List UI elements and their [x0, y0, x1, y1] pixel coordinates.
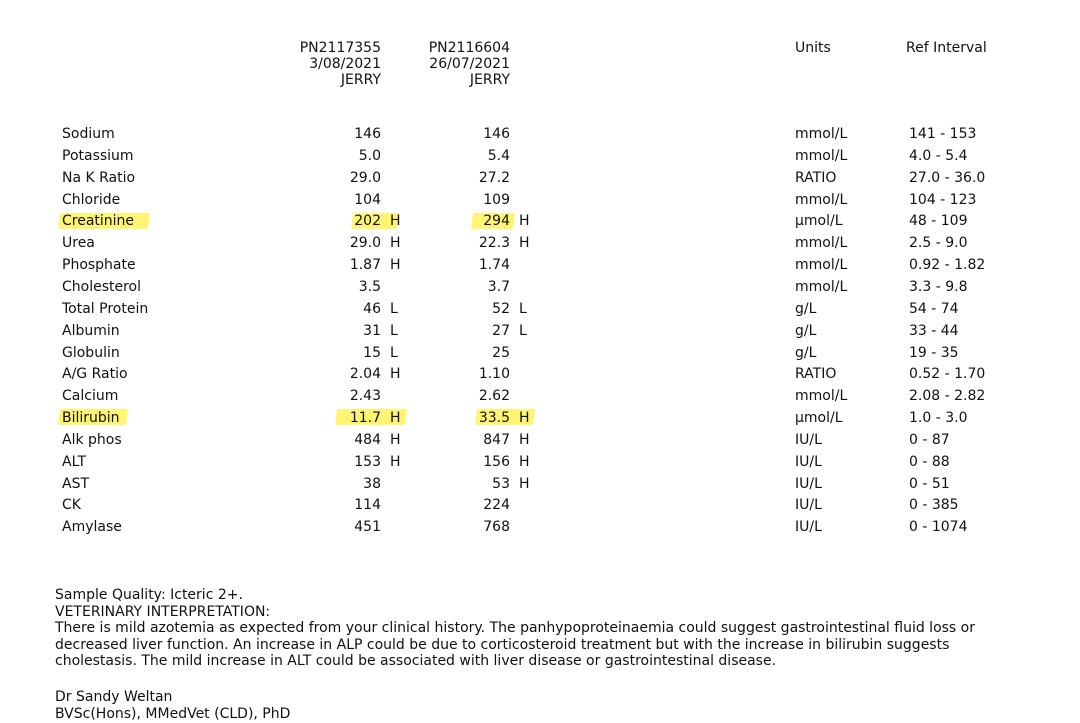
reference-interval: 1.0 - 3.0	[909, 410, 968, 427]
result-value-sample-1: 3.5	[358, 278, 381, 295]
flag-sample-2: H	[519, 431, 530, 448]
interpretation-line: decreased liver function. An increase in ALP could be due to corticosteroid treatment but with the increase in bilirubin suggests	[55, 636, 950, 653]
analyte-name: Sodium	[62, 126, 115, 142]
result-value-sample-1: 153	[354, 453, 381, 470]
analyte-name: Chloride	[62, 191, 121, 208]
analyte-name: Cholesterol	[62, 278, 142, 295]
table-row	[0, 147, 1080, 169]
reference-interval: 0.92 - 1.82	[909, 257, 986, 274]
result-value-sample-2: 22.3	[478, 235, 510, 252]
result-value-sample-2: 33.5	[478, 410, 510, 427]
result-value-sample-2: 3.7	[487, 278, 510, 295]
unit: g/L	[795, 344, 817, 361]
result-value-sample-1: 29.0	[349, 235, 381, 252]
unit: IU/L	[795, 475, 822, 492]
unit: mmol/L	[795, 388, 848, 405]
unit: mmol/L	[795, 235, 848, 252]
table-row	[0, 409, 1080, 431]
result-value-sample-1: 104	[354, 191, 381, 208]
analyte-name: Potassium	[62, 147, 134, 164]
table-row	[0, 191, 1080, 213]
unit: µmol/L	[795, 410, 843, 427]
result-value-sample-1: 202	[354, 213, 381, 230]
result-value-sample-2: 27	[492, 322, 510, 339]
result-value-sample-1: 451	[354, 519, 381, 536]
flag-sample-1: H	[390, 453, 401, 470]
signer-credentials: BVSc(Hons), MMedVet (CLD), PhD	[55, 705, 291, 722]
unit: mmol/L	[795, 126, 848, 142]
result-value-sample-2: 294	[483, 213, 510, 230]
signer-name: Dr Sandy Weltan	[55, 689, 173, 705]
column-header-sample-1	[251, 40, 381, 88]
reference-interval: 2.5 - 9.0	[909, 235, 968, 252]
analyte-name: Calcium	[62, 388, 119, 405]
unit: RATIO	[795, 169, 837, 186]
flag-sample-2: H	[519, 453, 530, 470]
flag-sample-1: H	[390, 431, 401, 448]
table-row	[0, 169, 1080, 191]
analyte-name: Total Protein	[62, 300, 149, 317]
table-row	[0, 300, 1080, 322]
result-value-sample-1: 484	[354, 431, 381, 448]
interpretation-line: cholestasis. The mild increase in ALT could be associated with liver disease or gastrointestinal disease.	[55, 653, 777, 669]
result-value-sample-2: 1.10	[478, 366, 510, 383]
interpretation-line: There is mild azotemia as expected from your clinical history. The panhypoproteinaemia could suggest gastrointestinal fluid loss or	[55, 620, 976, 636]
reference-interval: 0 - 385	[909, 497, 959, 514]
flag-sample-2: L	[519, 322, 527, 339]
result-value-sample-1: 38	[363, 475, 381, 492]
result-value-sample-2: 224	[483, 497, 510, 514]
table-row	[0, 387, 1080, 409]
reference-interval: 54 - 74	[909, 300, 959, 317]
unit: RATIO	[795, 366, 837, 383]
result-value-sample-1: 11.7	[349, 410, 381, 427]
table-row	[0, 125, 1080, 147]
analyte-name: Urea	[62, 235, 95, 252]
result-value-sample-1: 114	[354, 497, 381, 514]
result-value-sample-2: 847	[483, 431, 510, 448]
sample-quality: Sample Quality: Icteric 2+.	[55, 587, 243, 603]
unit: IU/L	[795, 431, 822, 448]
analyte-name: CK	[62, 497, 81, 514]
table-row	[0, 453, 1080, 475]
flag-sample-1: L	[390, 322, 398, 339]
analyte-name: Alk phos	[62, 431, 122, 448]
sample-id: PN2117355	[299, 40, 381, 56]
reference-interval: 0 - 88	[909, 453, 950, 470]
flag-sample-2: H	[519, 475, 530, 492]
result-value-sample-2: 109	[483, 191, 510, 208]
result-value-sample-2: 146	[483, 126, 510, 142]
sample-id: PN2116604	[428, 40, 510, 56]
reference-interval: 0 - 51	[909, 475, 950, 492]
result-value-sample-2: 52	[492, 300, 510, 317]
unit: mmol/L	[795, 257, 848, 274]
analyte-name: Bilirubin	[62, 410, 120, 427]
reference-interval: 0 - 1074	[909, 519, 968, 536]
table-row	[0, 212, 1080, 234]
result-value-sample-2: 25	[492, 344, 510, 361]
reference-interval: 27.0 - 36.0	[909, 169, 986, 186]
flag-sample-1: L	[390, 344, 398, 361]
analyte-name: Creatinine	[62, 213, 135, 230]
ref-interval-header: Ref Interval	[906, 40, 987, 56]
flag-sample-2: H	[519, 235, 530, 252]
result-value-sample-1: 29.0	[349, 169, 381, 186]
sample-date: 26/07/2021	[429, 56, 510, 72]
unit: mmol/L	[795, 191, 848, 208]
result-value-sample-1: 146	[354, 126, 381, 142]
unit: IU/L	[795, 519, 822, 536]
result-value-sample-2: 156	[483, 453, 510, 470]
flag-sample-1: H	[390, 366, 401, 383]
result-value-sample-2: 5.4	[487, 147, 510, 164]
table-row	[0, 431, 1080, 453]
flag-sample-1: H	[390, 213, 401, 230]
table-row	[0, 496, 1080, 518]
unit: IU/L	[795, 497, 822, 514]
result-value-sample-2: 1.74	[478, 257, 510, 274]
analyte-name: Albumin	[62, 322, 120, 339]
table-row	[0, 256, 1080, 278]
result-value-sample-2: 2.62	[478, 388, 510, 405]
flag-sample-1: H	[390, 235, 401, 252]
analyte-name: Phosphate	[62, 257, 136, 274]
reference-interval: 19 - 35	[909, 344, 959, 361]
reference-interval: 4.0 - 5.4	[909, 147, 968, 164]
reference-interval: 2.08 - 2.82	[909, 388, 986, 405]
unit: mmol/L	[795, 278, 848, 295]
result-value-sample-1: 5.0	[358, 147, 381, 164]
interpretation-heading: VETERINARY INTERPRETATION:	[55, 603, 271, 620]
table-row	[0, 322, 1080, 344]
column-header-sample-2	[380, 40, 510, 88]
flag-sample-1: L	[390, 300, 398, 317]
unit: g/L	[795, 300, 817, 317]
table-row	[0, 365, 1080, 387]
unit: mmol/L	[795, 147, 848, 164]
flag-sample-2: H	[519, 213, 530, 230]
result-value-sample-2: 768	[483, 519, 510, 536]
unit: IU/L	[795, 453, 822, 470]
reference-interval: 48 - 109	[909, 213, 968, 230]
unit: g/L	[795, 322, 817, 339]
reference-interval: 0.52 - 1.70	[909, 366, 986, 383]
result-value-sample-1: 46	[363, 300, 381, 317]
analyte-name: AST	[62, 475, 90, 492]
result-value-sample-1: 1.87	[349, 257, 381, 274]
table-row	[0, 278, 1080, 300]
flag-sample-2: L	[519, 300, 527, 317]
signature-block	[55, 689, 1045, 722]
reference-interval: 3.3 - 9.8	[909, 278, 968, 295]
flag-sample-1: H	[390, 257, 401, 274]
table-row	[0, 475, 1080, 497]
reference-interval: 33 - 44	[909, 322, 959, 339]
sample-date: 3/08/2021	[309, 56, 381, 72]
table-row	[0, 344, 1080, 366]
table-row	[0, 518, 1080, 540]
reference-interval: 0 - 87	[909, 431, 950, 448]
patient-name: JERRY	[340, 72, 381, 88]
result-value-sample-2: 27.2	[478, 169, 510, 186]
result-value-sample-1: 2.04	[349, 366, 381, 383]
table-row	[0, 234, 1080, 256]
analyte-name: Amylase	[62, 519, 122, 536]
analyte-name: Globulin	[62, 344, 120, 361]
result-value-sample-1: 31	[363, 322, 381, 339]
reference-interval: 104 - 123	[909, 191, 977, 208]
result-value-sample-1: 2.43	[349, 388, 381, 405]
units-header: Units	[795, 40, 831, 56]
result-value-sample-2: 53	[492, 475, 510, 492]
analyte-name: ALT	[62, 453, 87, 470]
patient-name: JERRY	[469, 72, 510, 88]
interpretation-block	[55, 587, 1045, 670]
flag-sample-1: H	[390, 410, 401, 427]
reference-interval: 141 - 153	[909, 126, 977, 142]
result-value-sample-1: 15	[363, 344, 381, 361]
analyte-name: A/G Ratio	[62, 366, 128, 383]
analyte-name: Na K Ratio	[62, 169, 136, 186]
unit: µmol/L	[795, 213, 843, 230]
flag-sample-2: H	[519, 410, 530, 427]
